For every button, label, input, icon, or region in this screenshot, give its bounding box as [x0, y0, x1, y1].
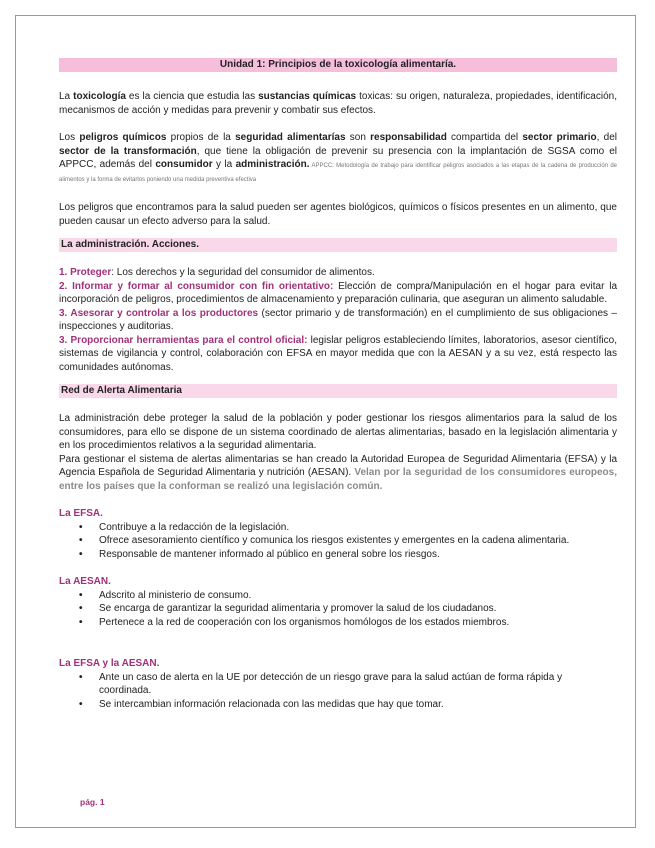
text: propios de la	[166, 132, 236, 143]
document-body	[59, 58, 617, 711]
aesan-heading: La AESAN.	[59, 576, 111, 587]
text: y la	[212, 159, 236, 170]
list-item: • Ante un caso de alerta en la UE por detección de un riesgo grave para la salud actúan de forma rápida y coordinada.	[59, 671, 617, 698]
efsa-aesan-heading: La EFSA y la AESAN.	[59, 658, 160, 669]
action-label: 2. Informar y formar al consumidor con fin orientativo:	[59, 280, 334, 292]
intro-paragraph-3: Los peligros que encontramos para la salud pueden ser agentes biológicos, químicos o físicos presentes en un alimento, que pueden causar un efecto adverso para la salud.	[59, 202, 617, 227]
text: La	[59, 91, 74, 102]
action-text: (sector primario y de transformación) en el cumplimiento de sus obligaciones – inspecciones y auditorias.	[59, 307, 617, 332]
list-item: • Se intercambian información relacionada con las medidas que hay que tomar.	[59, 698, 617, 712]
action-2	[59, 280, 617, 307]
section-header-administracion: La administración. Acciones.	[59, 238, 617, 252]
text: Los	[59, 132, 80, 143]
list-item: • Responsable de mantener informado al público en general sobre los riesgos.	[59, 548, 617, 562]
list-item: • Contribuye a la redacción de la legislación.	[59, 521, 617, 535]
action-label: 3. Proporcionar herramientas para el control oficial:	[59, 334, 308, 346]
term: sector primario	[522, 132, 597, 143]
aesan-list	[59, 589, 617, 630]
action-3	[59, 307, 617, 334]
section-header-red-alerta: Red de Alerta Alimentaria	[59, 384, 617, 398]
term: administración.	[235, 159, 310, 170]
appcc-note: APPCC: Metodología de trabajo para identificar peligros asociados a las etapas de la cadena de producción de alimentos y la forma de evitarlos poniendo una medida preventiva efectiva	[59, 163, 617, 183]
intro-paragraph-1	[59, 90, 617, 117]
action-4	[59, 334, 617, 375]
term: responsabilidad	[370, 132, 447, 143]
intro-paragraph-2	[59, 131, 617, 185]
action-label: 3. Asesorar y controlar a los productores	[59, 307, 259, 319]
text: toxicas: su origen, naturaleza, propiedades, identificación, mecanismos de acción y medidas para prevenir y combatir sus efectos.	[59, 91, 617, 116]
action-text: : Los derechos y la seguridad del consumidor de alimentos.	[111, 267, 375, 278]
red-paragraph-2	[59, 453, 617, 494]
list-item: • Pertenece a la red de cooperación con los organismos homólogos de los estados miembros.	[59, 616, 617, 630]
text: , que tiene la obligación de prevenir su presencia con la implantación de SGSA como el APPCC, además del	[59, 145, 617, 170]
action-text: legislar peligros estableciendo límites, laboratorios, asesor científico, sistemas de vigilancia y control, colaboración con EFSA en mayor medida que con la AESAN y a su vez, está respecto las comunidades autónomas.	[59, 334, 617, 373]
action-label: 1. Proteger	[59, 267, 112, 278]
text: es la ciencia que estudia las	[125, 91, 259, 102]
efsa-heading: La EFSA.	[59, 508, 103, 519]
term: consumidor	[155, 159, 213, 170]
red-paragraph-1: La administración debe proteger la salud de la población y poder gestionar los riesgos alimentarios para la salud de los consumidores, para ello se dispone de un sistema coordinado de alertas alimentarias, basado en la legislación alimentaria y en los procedimientos relativos a la seguridad alimentaria.	[59, 413, 617, 451]
term: sector de la transformación	[59, 145, 197, 157]
term: peligros químicos	[79, 132, 167, 143]
efsa-aesan-list	[59, 671, 617, 712]
action-1	[59, 266, 617, 280]
list-item: • Ofrece asesoramiento científico y comunica los riesgos existentes y emergentes en la cadena alimentaria.	[59, 534, 617, 548]
text: , del	[596, 132, 618, 143]
term-toxicologia: toxicología	[73, 91, 126, 102]
document-title: Unidad 1: Principios de la toxicología alimentaría.	[59, 58, 617, 72]
efsa-list	[59, 521, 617, 562]
text: compartida del	[446, 132, 523, 143]
action-text: Elección de compra/Manipulación en el hogar para evitar la incorporación de peligros, procedimientos de almacenamiento y preparación culinaria, que aseguran un alimento saludable.	[59, 280, 618, 305]
term: seguridad alimentarías	[235, 132, 346, 143]
list-item: • Adscrito al ministerio de consumo.	[59, 589, 617, 603]
term-sustancias: sustancias químicas	[258, 91, 357, 102]
grey-note: Velan por la seguridad de los consumidores europeos, entre los países que la conforman se realizó una legislación común.	[59, 467, 617, 492]
page-border	[15, 15, 636, 828]
list-item: • Se encarga de garantizar la seguridad alimentaria y promover la salud de los ciudadanos.	[59, 602, 617, 616]
text: Para gestionar el sistema de alertas alimentarias se han creado la Autoridad Europea de Seguridad Alimentaria (EFSA) y la Agencia Española de Seguridad Alimentaria y nutrición (AESAN).	[59, 453, 617, 478]
text: son	[345, 132, 371, 143]
page-number: pág. 1	[80, 797, 105, 807]
